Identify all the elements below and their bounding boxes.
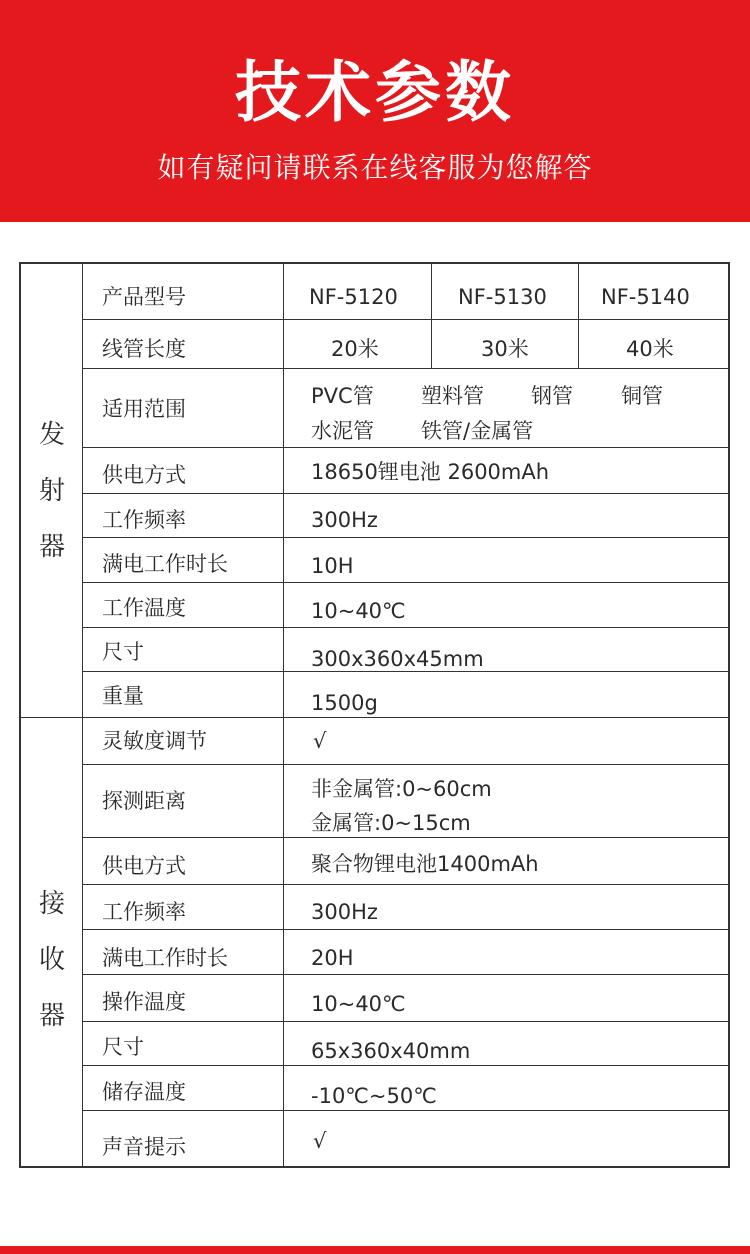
row-value: 10~40℃ — [311, 599, 406, 623]
spec-table — [19, 262, 730, 1168]
divider — [82, 447, 728, 448]
row-label: 探测距离 — [102, 789, 186, 813]
row-label: 储存温度 — [102, 1080, 186, 1104]
scope-item: 塑料管 — [421, 384, 484, 408]
divider — [82, 1021, 728, 1022]
page-subtitle: 如有疑问请联系在线客服为您解答 — [157, 151, 593, 184]
divider — [82, 582, 728, 583]
divider — [82, 929, 728, 930]
divider — [82, 884, 728, 885]
divider — [82, 764, 728, 765]
divider — [82, 627, 728, 628]
row-label: 供电方式 — [102, 854, 186, 878]
row-value: 20H — [311, 946, 354, 970]
row-label: 重量 — [102, 684, 144, 708]
scope-item: 铁管/金属管 — [421, 419, 534, 443]
row-label: 尺寸 — [102, 640, 144, 664]
row-label: 供电方式 — [102, 463, 186, 487]
scope-item: PVC管 — [311, 384, 374, 408]
row-value: 金属管:0~15cm — [311, 811, 471, 835]
row-value: -10℃~50℃ — [311, 1084, 437, 1108]
divider — [431, 264, 432, 368]
divider — [82, 264, 83, 1166]
row-value: 10~40℃ — [311, 992, 406, 1016]
row-value: √ — [313, 1129, 327, 1153]
cable-value: 40米 — [626, 337, 674, 361]
divider — [82, 319, 728, 320]
row-label: 满电工作时长 — [102, 946, 228, 970]
row-value: 300Hz — [311, 900, 378, 924]
row-label-model: 产品型号 — [102, 285, 186, 309]
row-value: √ — [313, 729, 327, 753]
divider — [82, 493, 728, 494]
row-value: 非金属管:0~60cm — [311, 777, 492, 801]
group-transmitter: 发 射 器 — [38, 420, 65, 562]
row-label: 工作温度 — [102, 596, 186, 620]
divider — [82, 537, 728, 538]
row-value: 聚合物锂电池1400mAh — [311, 852, 539, 876]
row-value: 65x360x40mm — [311, 1039, 471, 1063]
divider — [82, 368, 728, 369]
row-value: 18650锂电池 2600mAh — [311, 460, 550, 484]
header-banner — [0, 0, 750, 222]
row-label: 灵敏度调节 — [102, 729, 207, 753]
group-receiver: 接 收 器 — [38, 889, 65, 1031]
row-label: 工作频率 — [102, 900, 186, 924]
row-value: 1500g — [311, 691, 378, 715]
scope-item: 水泥管 — [311, 419, 374, 443]
divider — [283, 264, 284, 1166]
row-label: 工作频率 — [102, 508, 186, 532]
cable-value: 30米 — [481, 337, 529, 361]
divider — [82, 974, 728, 975]
scope-item: 铜管 — [621, 384, 663, 408]
row-label-scope: 适用范围 — [102, 397, 186, 421]
cable-value: 20米 — [331, 337, 379, 361]
row-label: 操作温度 — [102, 990, 186, 1014]
page-title: 技术参数 — [235, 54, 515, 131]
model-value: NF-5140 — [601, 285, 690, 309]
scope-item: 钢管 — [531, 384, 573, 408]
divider — [578, 264, 579, 368]
row-value: 300x360x45mm — [311, 647, 484, 671]
row-label: 满电工作时长 — [102, 552, 228, 576]
row-value: 300Hz — [311, 508, 378, 532]
row-label: 尺寸 — [102, 1035, 144, 1059]
row-value: 10H — [311, 554, 354, 578]
model-value: NF-5120 — [309, 285, 398, 309]
row-label-cable: 线管长度 — [102, 337, 186, 361]
model-value: NF-5130 — [458, 285, 547, 309]
row-label: 声音提示 — [102, 1135, 186, 1159]
bottom-accent-bar — [0, 1246, 750, 1254]
